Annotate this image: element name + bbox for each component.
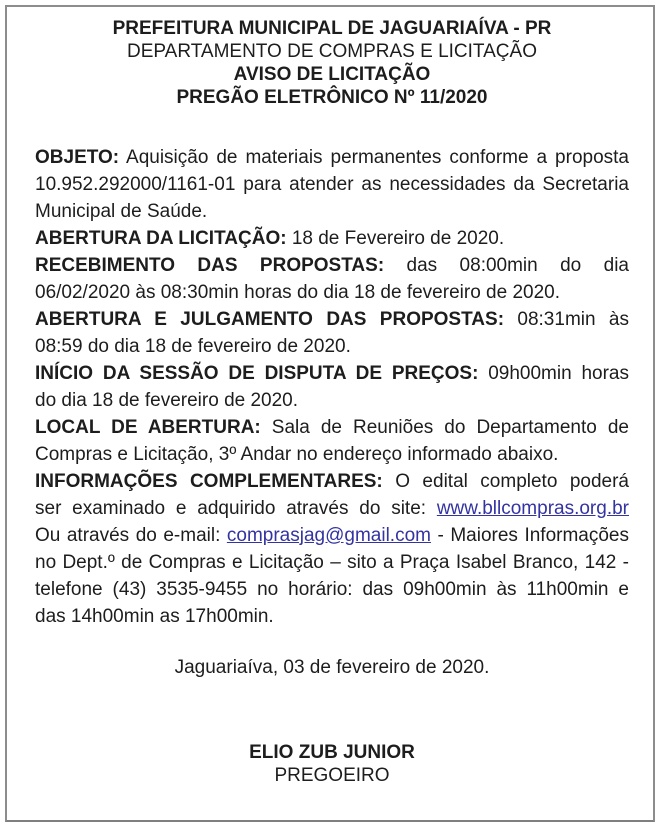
header-line-entity: PREFEITURA MUNICIPAL DE JAGUARIAÍVA - PR [112,18,552,39]
text-segment: 09h00min horas [478,363,629,384]
text-line [35,306,629,333]
field-label: OBJETO: [35,147,120,168]
text-segment: das 14h00min as 17h00min. [35,606,274,627]
text-line [35,225,629,252]
document-header [35,17,629,109]
field-label: ABERTURA DA LICITAÇÃO: [35,228,287,249]
header-line-department: DEPARTAMENTO DE COMPRAS E LICITAÇÃO [127,41,537,62]
text-line [35,360,629,387]
text-line [35,468,629,495]
text-segment: Aquisição de materiais permanentes conforme a proposta [119,147,629,168]
text-line [35,603,629,630]
text-segment: 18 de Fevereiro de 2020. [286,228,505,249]
signatory-role: PREGOEIRO [274,765,390,786]
text-segment: Compras e Licitação, 3º Andar no endereço informado abaixo. [35,444,559,465]
text-segment: O edital completo poderá [382,471,630,492]
text-line [35,441,629,468]
date-line: Jaguariaíva, 03 de fevereiro de 2020. [174,657,490,678]
paragraph [35,144,629,225]
text-segment: Municipal de Saúde. [35,201,208,222]
text-segment: Sala de Reuniões do Departamento de [260,417,629,438]
site-link[interactable]: www.bllcompras.org.br [436,498,629,519]
text-line [35,387,629,414]
text-segment: Ou através do e-mail: [35,525,227,546]
field-label: ABERTURA E JULGAMENTO DAS PROPOSTAS: [35,309,505,330]
text-line [35,252,629,279]
paragraph [35,468,629,630]
text-segment: no Dept.º de Compras e Licitação – sito a Praça Isabel Branco, 142 - [35,552,629,573]
document-frame [5,5,655,822]
signature-block [35,741,629,787]
text-segment: do dia 18 de fevereiro de 2020. [35,390,299,411]
text-segment: 08:59 do dia 18 de fevereiro de 2020. [35,336,351,357]
text-segment: - Maiores Informações [430,525,629,546]
text-line [35,576,629,603]
document-body [35,144,629,630]
field-label: LOCAL DE ABERTURA: [35,417,261,438]
signatory-name: ELIO ZUB JUNIOR [249,742,415,763]
text-line [35,198,629,225]
document-content [7,7,653,787]
text-line [35,333,629,360]
text-line [35,171,629,198]
field-label: RECEBIMENTO DAS PROPOSTAS: [35,255,385,276]
text-segment: 06/02/2020 às 08:30min horas do dia 18 de fevereiro de 2020. [35,282,560,303]
text-segment: telefone (43) 3535-9455 no horário: das 09h00min às 11h00min e [35,579,629,600]
field-label: INFORMAÇÕES COMPLEMENTARES: [35,471,383,492]
paragraph [35,306,629,360]
text-line [35,279,629,306]
text-segment: 10.952.292000/1161-01 para atender as necessidades da Secretaria [35,174,629,195]
text-segment: 08:31min às [504,309,629,330]
email-link[interactable]: comprasjag@gmail.com [226,525,431,546]
text-segment: ser examinado e adquirido através do site: [35,498,437,519]
text-segment: das 08:00min do dia [384,255,629,276]
text-line [35,144,629,171]
paragraph [35,225,629,252]
header-line-notice-title: AVISO DE LICITAÇÃO [233,64,431,85]
text-line [35,549,629,576]
paragraph [35,414,629,468]
text-line [35,414,629,441]
field-label: INÍCIO DA SESSÃO DE DISPUTA DE PREÇOS: [35,363,479,384]
header-line-auction-number: PREGÃO ELETRÔNICO Nº 11/2020 [176,87,488,108]
text-line [35,495,629,522]
text-line [35,522,629,549]
paragraph [35,360,629,414]
paragraph [35,252,629,306]
